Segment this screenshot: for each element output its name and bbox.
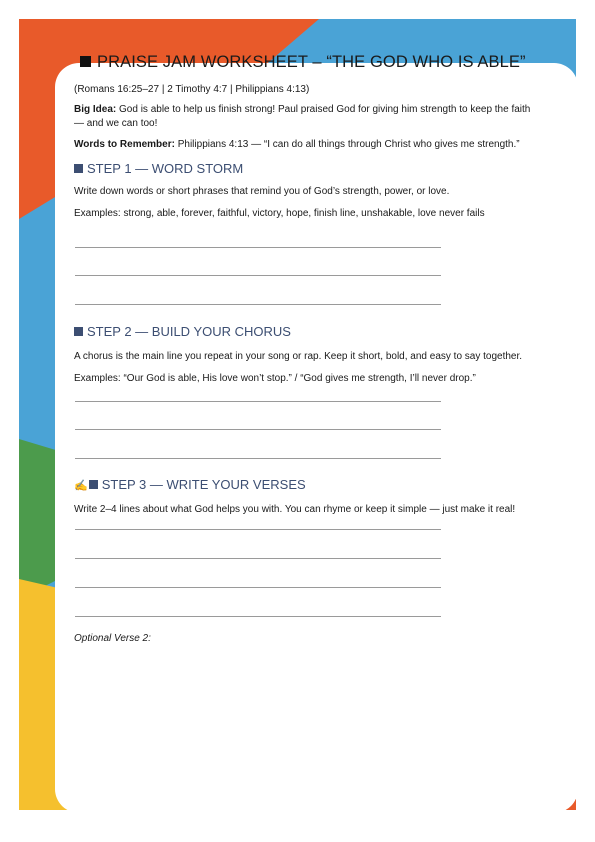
step2-instruction: A chorus is the main line you repeat in your song or rap. Keep it short, bold, and easy to say together. — [74, 351, 523, 362]
big-idea-text: God is able to help us finish strong! Paul praised God for giving him strength to keep the faith — and we can too! — [74, 104, 531, 129]
optional-verse-label: Optional Verse 2: — [74, 633, 151, 644]
black-square-icon — [80, 56, 91, 67]
words-text: Philippians 4:13 — “I can do all things through Christ who gives me strength.” — [174, 139, 520, 150]
writing-hand-icon: ✍ — [74, 480, 88, 492]
title-text: PRAISE JAM WORKSHEET – “THE GOD WHO IS ABLE” — [97, 53, 526, 71]
step3-heading — [74, 477, 534, 494]
step3-writing-line-3[interactable] — [75, 587, 441, 588]
step2-writing-line-3[interactable] — [75, 458, 441, 459]
step2-examples: Examples: “Our God is able, His love won’t stop.” / “God gives me strength, I’ll never drop.” — [74, 373, 476, 384]
step1-writing-line-1[interactable] — [75, 247, 441, 248]
step1-instruction: Write down words or short phrases that remind you of God’s strength, power, or love. — [74, 186, 450, 197]
words-to-remember — [74, 138, 534, 152]
square-bullet-icon — [89, 480, 98, 489]
step1-examples: Examples: strong, able, forever, faithful, victory, hope, finish line, unshakable, love never fails — [74, 208, 485, 219]
scripture-references: (Romans 16:25–27 | 2 Timothy 4:7 | Philippians 4:13) — [74, 84, 310, 95]
step2-writing-line-2[interactable] — [75, 429, 441, 430]
step2-heading-text: STEP 2 — BUILD YOUR CHORUS — [87, 324, 291, 339]
words-label: Words to Remember: — [74, 139, 175, 150]
step2-writing-line-1[interactable] — [75, 401, 441, 402]
square-bullet-icon — [74, 327, 83, 336]
step2-heading — [74, 324, 534, 340]
big-idea-label: Big Idea: — [74, 104, 117, 115]
square-bullet-icon — [74, 164, 83, 173]
step1-heading-text: STEP 1 — WORD STORM — [87, 161, 244, 176]
step3-writing-line-4[interactable] — [75, 616, 441, 617]
step1-heading — [74, 161, 534, 177]
step1-writing-line-3[interactable] — [75, 304, 441, 305]
step3-heading-text: STEP 3 — WRITE YOUR VERSES — [101, 477, 306, 492]
big-idea — [74, 103, 534, 131]
step3-writing-line-2[interactable] — [75, 558, 441, 559]
step3-writing-line-1[interactable] — [75, 529, 441, 530]
step3-instruction: Write 2–4 lines about what God helps you with. You can rhyme or keep it simple — just make it real! — [74, 504, 516, 515]
worksheet-content — [74, 52, 534, 646]
worksheet-title — [80, 52, 534, 72]
step1-writing-line-2[interactable] — [75, 275, 441, 276]
